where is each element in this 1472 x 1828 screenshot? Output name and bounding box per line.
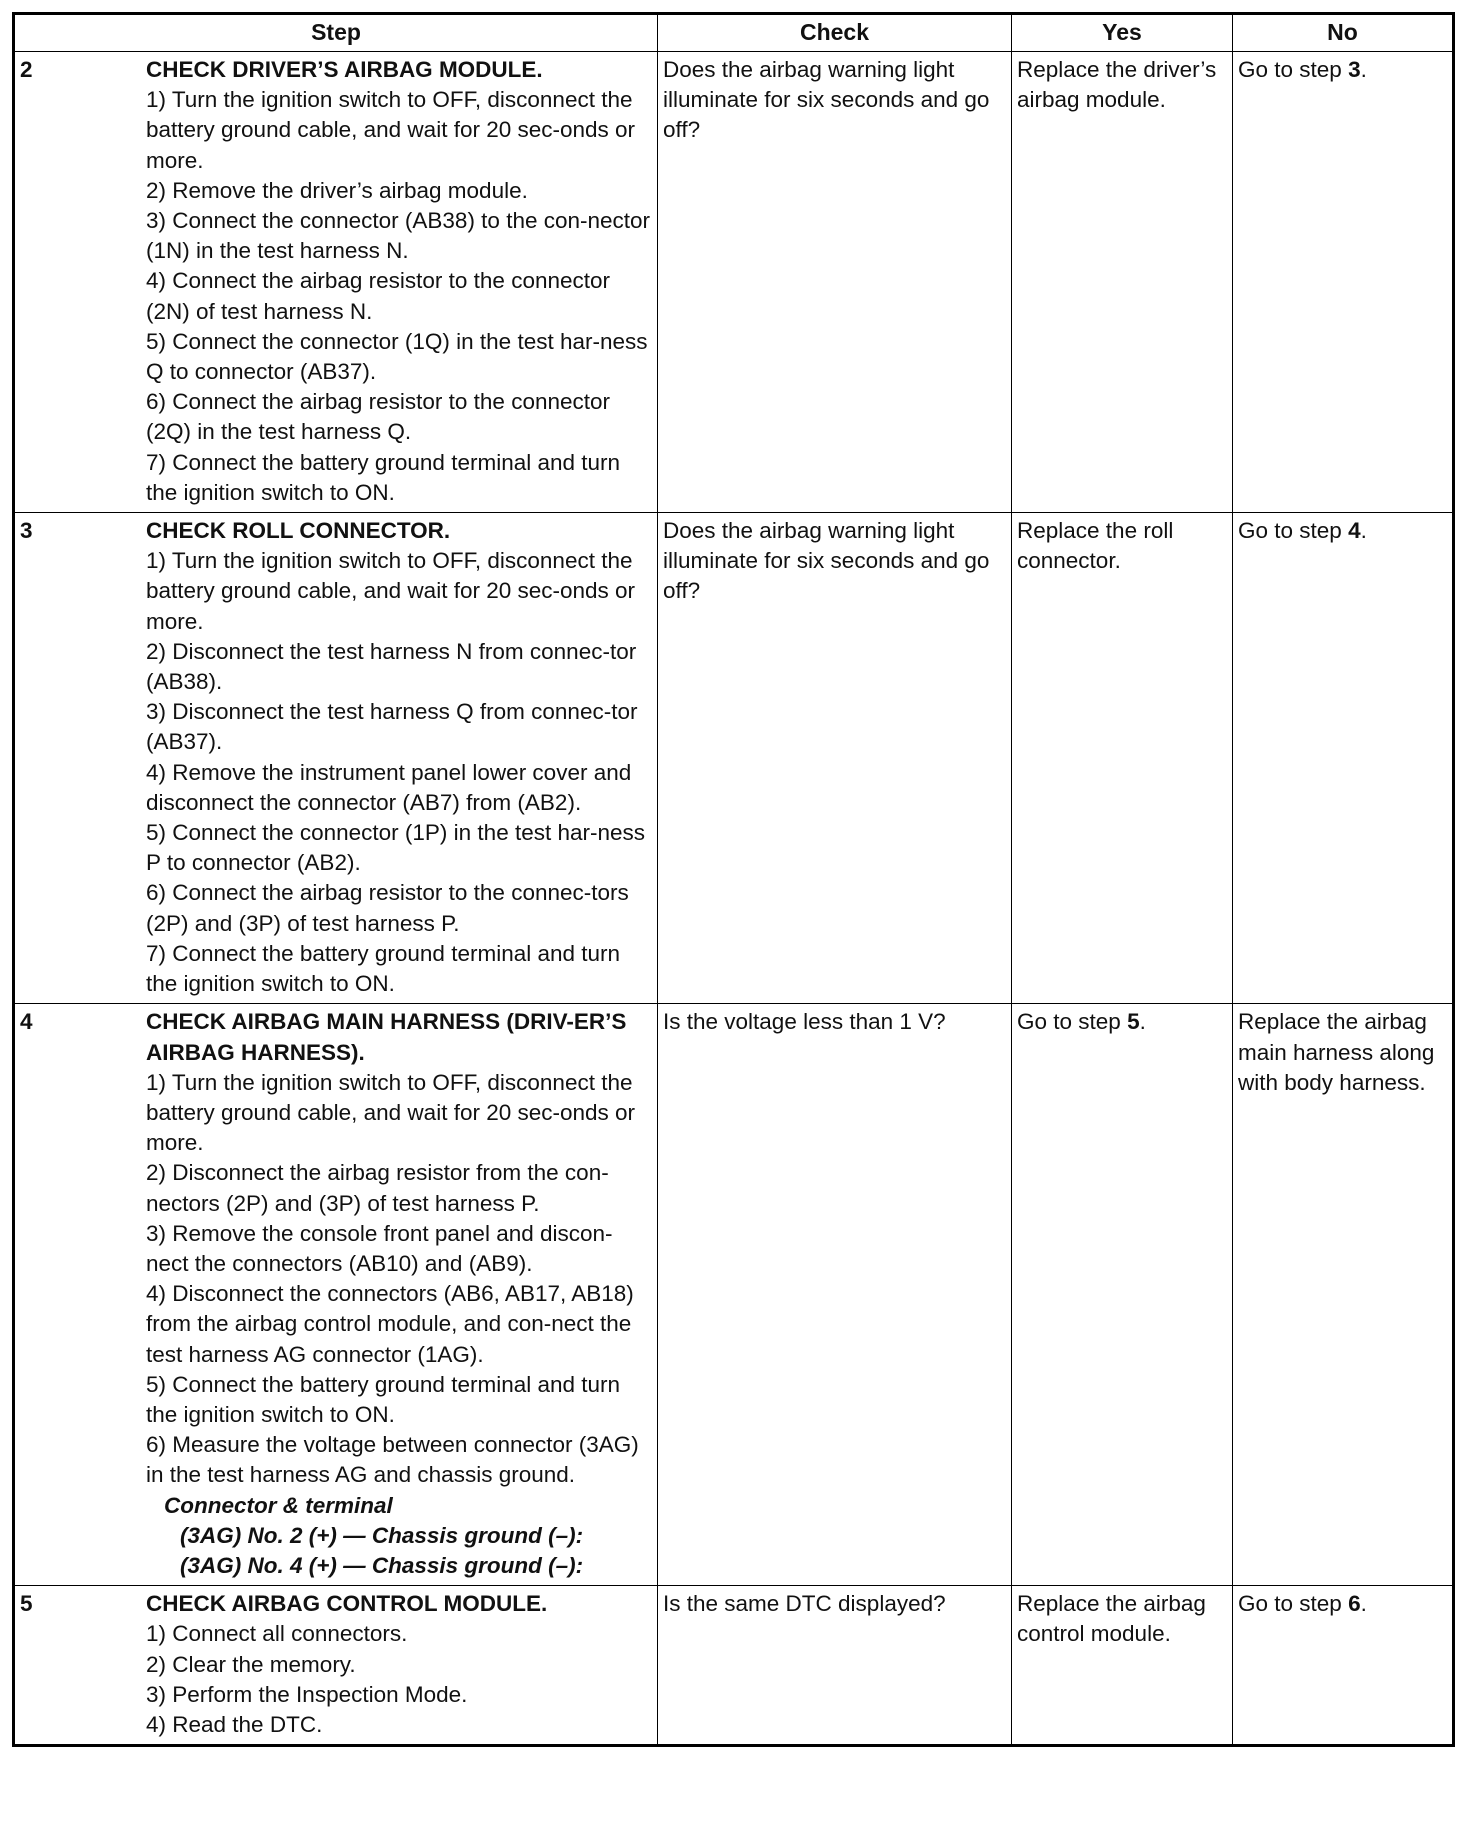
check-cell: Does the airbag warning light illuminate for six seconds and go off? xyxy=(658,52,1012,513)
header-row xyxy=(14,14,1454,52)
substep: 3) Remove the console front panel and discon-nect the connectors (AB10) and (AB9). xyxy=(146,1220,613,1276)
substep: 4) Connect the airbag resistor to the connector (2N) of test harness N. xyxy=(146,268,611,324)
no-text-end: . xyxy=(1360,1591,1367,1617)
step-cell xyxy=(14,1586,658,1746)
no-text-end: . xyxy=(1360,518,1367,544)
spec-line: (3AG) No. 2 (+) — Chassis ground (–): xyxy=(180,1522,584,1548)
substep: 2) Disconnect the test harness N from connec-tor (AB38). xyxy=(146,638,637,695)
substep: 6) Measure the voltage between connector (3AG) in the test harness AG and chassis ground. xyxy=(146,1432,639,1488)
yes-text-end: . xyxy=(1139,1009,1146,1035)
substep: 4) Disconnect the connectors (AB6, AB17, AB18) from the airbag control module, and con-nect the test harness AG connector (1AG). xyxy=(146,1281,634,1367)
step-cell xyxy=(14,52,658,513)
step-title: CHECK AIRBAG CONTROL MODULE. xyxy=(146,1591,548,1617)
substep: 7) Connect the battery ground terminal and turn the ignition switch to ON. xyxy=(146,940,621,997)
no-step-ref: 4 xyxy=(1348,518,1361,544)
substep: 5) Connect the connector (1Q) in the test har-ness Q to connector (AB37). xyxy=(146,328,648,385)
step-number: 5 xyxy=(20,1591,33,1617)
no-cell xyxy=(1233,1586,1454,1746)
substep: 3) Perform the Inspection Mode. xyxy=(146,1681,468,1707)
header-step: Step xyxy=(14,14,658,52)
step-title: CHECK DRIVER’S AIRBAG MODULE. xyxy=(146,57,543,82)
yes-cell: Replace the airbag control module. xyxy=(1012,1586,1233,1746)
yes-step-ref: 5 xyxy=(1127,1009,1140,1035)
table-row xyxy=(14,1586,1454,1746)
step-cell xyxy=(14,1004,658,1586)
no-text: Go to step xyxy=(1238,57,1349,82)
substep: 2) Disconnect the airbag resistor from the con-nectors (2P) and (3P) of test harness P. xyxy=(146,1160,609,1216)
table-row xyxy=(14,52,1454,513)
header-no: No xyxy=(1233,14,1454,52)
substep: 5) Connect the connector (1P) in the test har-ness P to connector (AB2). xyxy=(146,820,646,876)
no-text-end: . xyxy=(1360,57,1367,82)
check-cell: Does the airbag warning light illuminate for six seconds and go off? xyxy=(658,513,1012,1004)
yes-text: Go to step xyxy=(1017,1009,1128,1035)
substep: 5) Connect the battery ground terminal and turn the ignition switch to ON. xyxy=(146,1371,621,1427)
substep: 7) Connect the battery ground terminal and turn the ignition switch to ON. xyxy=(146,449,621,505)
step-number: 4 xyxy=(20,1009,33,1035)
no-cell: Replace the airbag main harness along with body harness. xyxy=(1233,1004,1454,1586)
substep: 6) Connect the airbag resistor to the connector (2Q) in the test harness Q. xyxy=(146,389,611,445)
no-cell xyxy=(1233,52,1454,513)
diagnostic-table xyxy=(12,12,1455,1747)
substep: 1) Turn the ignition switch to OFF, disconnect the battery ground cable, and wait for 20 sec-onds or more. xyxy=(146,548,636,634)
substep: 1) Turn the ignition switch to OFF, disconnect the battery ground cable, and wait for 20 sec-onds or more. xyxy=(146,87,636,173)
spec-heading: Connector & terminal xyxy=(164,1492,393,1518)
step-title: CHECK AIRBAG MAIN HARNESS (DRIV-ER’S AIRBAG HARNESS). xyxy=(146,1009,627,1065)
substep: 6) Connect the airbag resistor to the connec-tors (2P) and (3P) of test harness P. xyxy=(146,880,629,936)
yes-cell xyxy=(1012,1004,1233,1586)
step-cell xyxy=(14,513,658,1004)
check-cell: Is the voltage less than 1 V? xyxy=(658,1004,1012,1586)
no-text: Go to step xyxy=(1238,518,1349,544)
spec-line: (3AG) No. 4 (+) — Chassis ground (–): xyxy=(180,1552,584,1578)
no-step-ref: 3 xyxy=(1348,57,1361,82)
substep: 3) Disconnect the test harness Q from connec-tor (AB37). xyxy=(146,699,638,755)
substep: 1) Connect all connectors. xyxy=(146,1621,408,1647)
header-check: Check xyxy=(658,14,1012,52)
no-text: Go to step xyxy=(1238,1591,1349,1617)
substep: 2) Clear the memory. xyxy=(146,1651,356,1677)
step-number: 2 xyxy=(20,57,33,82)
substep: 4) Remove the instrument panel lower cover and disconnect the connector (AB7) from (AB2). xyxy=(146,759,632,815)
substep: 1) Turn the ignition switch to OFF, disconnect the battery ground cable, and wait for 20 sec-onds or more. xyxy=(146,1069,636,1156)
yes-cell: Replace the roll connector. xyxy=(1012,513,1233,1004)
step-number: 3 xyxy=(20,518,33,544)
header-yes: Yes xyxy=(1012,14,1233,52)
table-row xyxy=(14,513,1454,1004)
table-row xyxy=(14,1004,1454,1586)
substep: 2) Remove the driver’s airbag module. xyxy=(146,177,528,203)
step-title: CHECK ROLL CONNECTOR. xyxy=(146,518,451,544)
no-cell xyxy=(1233,513,1454,1004)
substep: 4) Read the DTC. xyxy=(146,1711,323,1737)
no-step-ref: 6 xyxy=(1348,1591,1361,1617)
substep: 3) Connect the connector (AB38) to the con-nector (1N) in the test harness N. xyxy=(146,208,651,264)
check-cell: Is the same DTC displayed? xyxy=(658,1586,1012,1746)
yes-cell: Replace the driver’s airbag module. xyxy=(1012,52,1233,513)
